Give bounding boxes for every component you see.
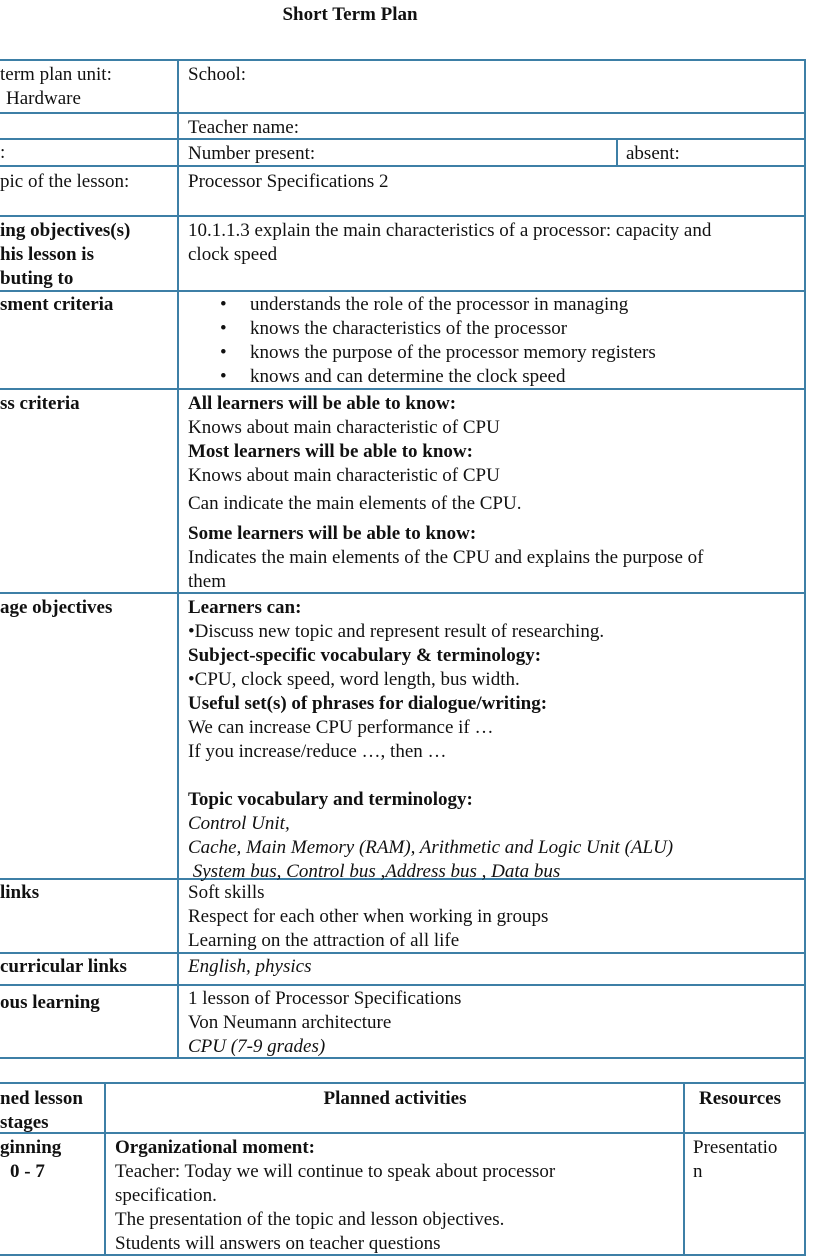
cross-value: English, physics [188,956,312,977]
prev-value: 1 lesson of Processor Specifications Von Neumann architecture CPU (7-9 grades) [188,988,462,1057]
present-field: Number present: [188,143,316,164]
row-divider [0,138,806,140]
school-field: School: [188,64,247,85]
list-item: • knows the purpose of the processor memory registers [188,341,656,365]
prev-label: ous learning [0,992,100,1013]
stage-header: ned lesson stages [0,1088,83,1133]
absent-field: absent: [626,143,680,164]
language-label: age objectives [0,597,113,618]
success-label: ss criteria [0,393,80,414]
language-value: Learners can: •Discuss new topic and represent result of researching. Subject-specific vocabulary & terminology: •CPU, clock speed, word length, bus width. Useful set(s) of phrases for dialogue/writing: We can increase CPU performance if … If you increase/reduce …, then … Topic vocabulary and terminology: Control Unit, Cache, Main Memory (RAM), Arithmetic and Logic Unit (ALU) System bus, Control bus ,Address bus , Data bus [188,597,674,882]
cross-label: curricular links [0,956,127,977]
values-value: Soft skills Respect for each other when working in groups Learning on the attraction of all life [188,882,549,951]
list-item: • understands the role of the processor in managing [188,293,656,317]
page-title: Short Term Plan [282,4,418,25]
list-item: • knows the characteristics of the processor [188,317,656,341]
date-label: : [0,142,6,163]
topic-label: pic of the lesson: [0,171,130,192]
column-divider [177,59,179,1058]
activities-header: Planned activities [323,1088,467,1109]
topic-value: Processor Specifications 2 [188,171,389,192]
row-divider [0,165,806,167]
table-border [0,59,806,61]
stage-beginning: ginning 0 - 7 [0,1137,62,1182]
objectives-value: 10.1.1.3 explain the main characteristics of a processor: capacity and clock speed [188,220,712,265]
column-divider [616,138,618,166]
activity-cell: Organizational moment: Teacher: Today we will continue to speak about processor specification. The presentation of the topic and lesson objectives. Students will answers on teacher questions [115,1137,556,1254]
row-divider [0,984,806,986]
unit-label: term plan unit: Hardware [0,64,112,109]
resources-header: Resources [699,1088,781,1109]
objectives-label: ing objectives(s) his lesson is buting to [0,220,131,289]
table-border [804,59,806,1256]
values-label: links [0,882,40,903]
assessment-list [188,293,656,389]
row-divider [0,1132,806,1134]
row-divider [0,215,806,217]
list-item: • knows and can determine the clock speed [188,365,656,389]
assessment-label: sment criteria [0,294,114,315]
row-divider [0,112,806,114]
row-divider [0,1082,806,1084]
resource-cell: Presentatio n [693,1137,778,1182]
teacher-field: Teacher name: [188,117,300,138]
success-value: All learners will be able to know: Knows about main characteristic of CPU Most learners will be able to know: Knows about main characteristic of CPU Can indicate the main elements of the CPU. Some learners will be able to know: Indicates the main elements of the CPU and explains the purpose of them [188,393,704,592]
